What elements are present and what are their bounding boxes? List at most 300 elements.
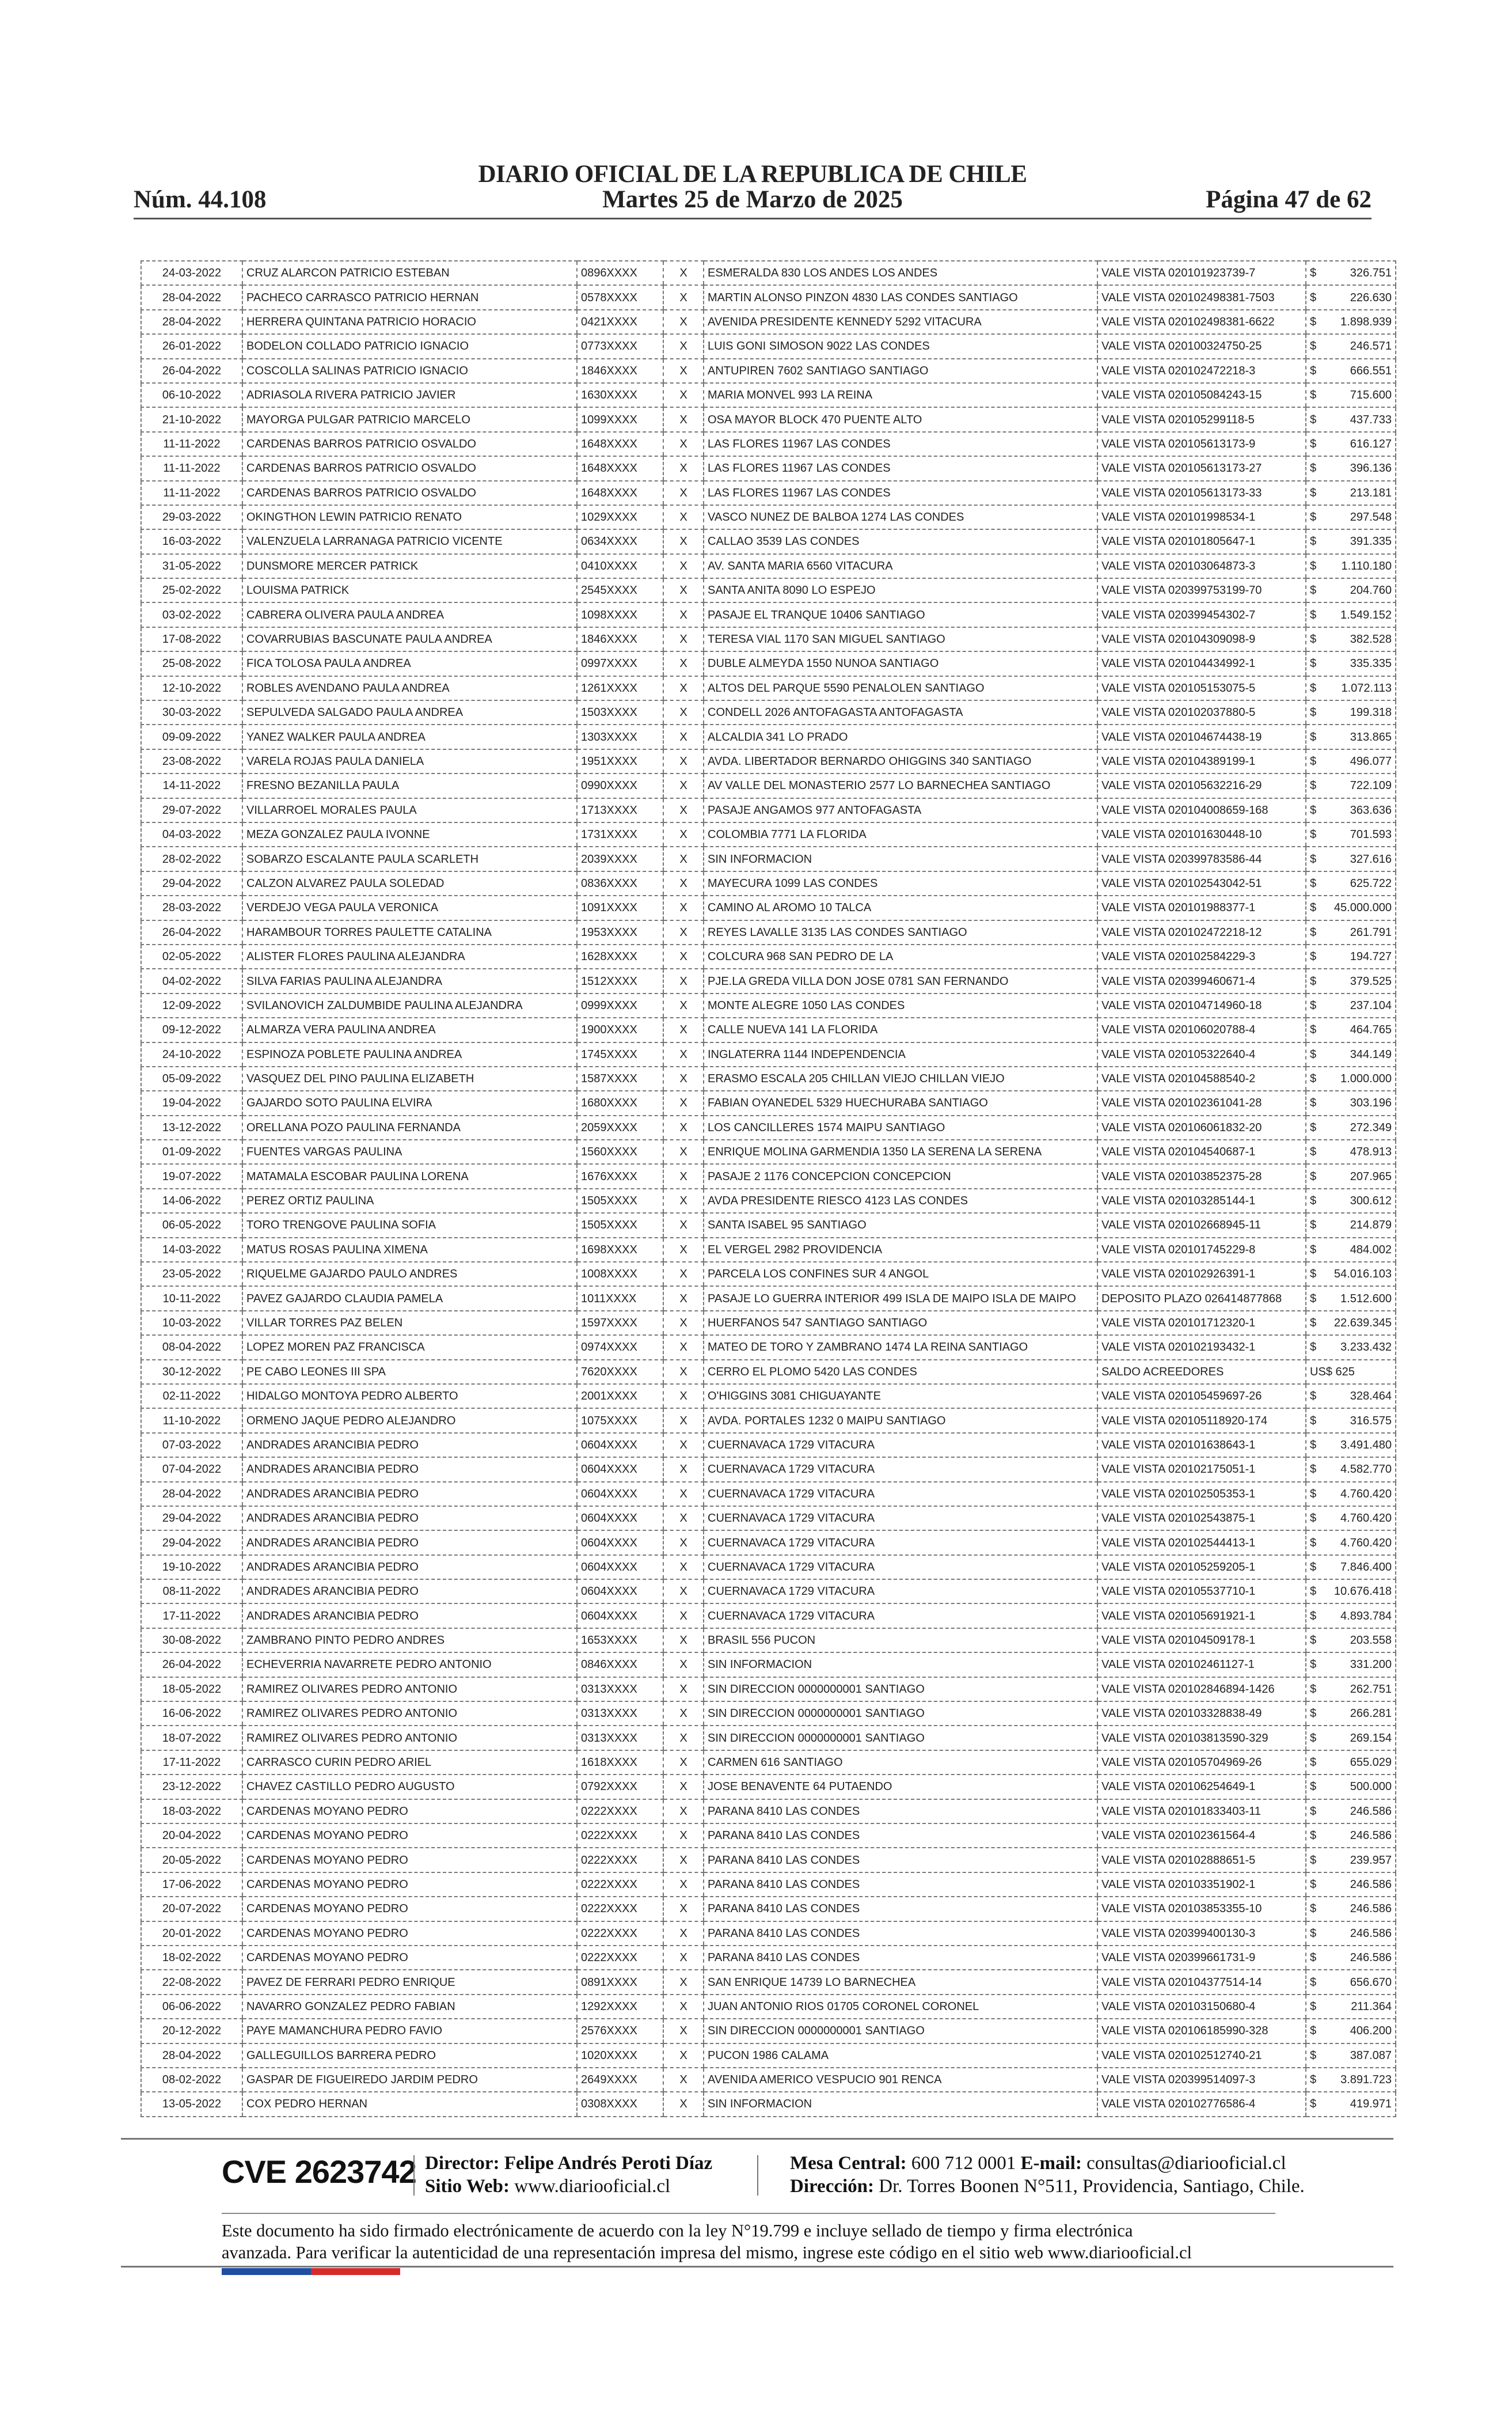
amount-value: 3.891.723 <box>1340 2073 1392 2087</box>
amount-cell <box>1306 1116 1396 1140</box>
address-cell: SIN DIRECCION 0000000001 SANTIAGO <box>704 1701 1097 1726</box>
date-cell: 06-06-2022 <box>141 1995 242 2019</box>
address-cell: CUERNAVACA 1729 VITACURA <box>704 1555 1097 1579</box>
date-cell: 04-02-2022 <box>141 969 242 993</box>
date-cell: 24-10-2022 <box>141 1042 242 1067</box>
amount-value: 316.575 <box>1350 1414 1392 1427</box>
address-cell: CUERNAVACA 1729 VITACURA <box>704 1530 1097 1554</box>
amount-value: 379.525 <box>1350 975 1392 988</box>
amount-value: 406.200 <box>1350 2024 1392 2038</box>
mark-cell: X <box>663 1335 704 1359</box>
rut-cell: 1011XXXX <box>577 1286 663 1310</box>
document-cell: VALE VISTA 020101638643-1 <box>1097 1433 1306 1457</box>
amount-wrapper <box>1310 1488 1392 1500</box>
document-cell: VALE VISTA 020102037880-5 <box>1097 700 1306 725</box>
document-cell: VALE VISTA 020105153075-5 <box>1097 676 1306 700</box>
amount-cell <box>1306 2043 1396 2068</box>
rut-cell: 1648XXXX <box>577 432 663 456</box>
mark-cell: X <box>663 505 704 529</box>
date-cell: 26-01-2022 <box>141 334 242 358</box>
flag-stripe-blue <box>222 2268 311 2275</box>
amount-wrapper <box>1310 1317 1392 1329</box>
document-cell: VALE VISTA 020104509178-1 <box>1097 1628 1306 1652</box>
table-row <box>141 1067 1396 1091</box>
amount-cell <box>1306 359 1396 383</box>
amount-wrapper <box>1310 1244 1392 1256</box>
mark-cell: X <box>663 1018 704 1042</box>
rut-cell: 1292XXXX <box>577 1995 663 2019</box>
date-cell: 22-08-2022 <box>141 1970 242 1994</box>
email-link[interactable]: consultas@diariooficial.cl <box>1086 2153 1286 2174</box>
amount-cell <box>1306 798 1396 822</box>
amount-value: 213.181 <box>1350 486 1392 499</box>
date-cell: 14-03-2022 <box>141 1238 242 1262</box>
rut-cell: 2649XXXX <box>577 2068 663 2092</box>
rut-cell: 1648XXXX <box>577 456 663 480</box>
mark-cell: X <box>663 994 704 1018</box>
rut-cell: 1008XXXX <box>577 1262 663 1286</box>
currency-symbol: $ <box>1310 1195 1317 1208</box>
rut-cell: 1676XXXX <box>577 1164 663 1188</box>
currency-symbol: $ <box>1310 2000 1317 2013</box>
amount-wrapper <box>1310 560 1392 572</box>
name-cell: VALENZUELA LARRANAGA PATRICIO VICENTE <box>242 529 577 553</box>
address-cell: SIN DIRECCION 0000000001 SANTIAGO <box>704 2019 1097 2043</box>
amount-cell <box>1306 1603 1396 1628</box>
date-cell: 04-03-2022 <box>141 822 242 847</box>
amount-cell <box>1306 285 1396 309</box>
currency-symbol: $ <box>1310 681 1317 695</box>
document-cell: VALE VISTA 020102175051-1 <box>1097 1457 1306 1481</box>
amount-value: 625.722 <box>1350 877 1392 890</box>
document-cell: VALE VISTA 020105118920-174 <box>1097 1408 1306 1432</box>
document-cell: VALE VISTA 020102505353-1 <box>1097 1482 1306 1506</box>
table-row <box>141 456 1396 480</box>
mark-cell: X <box>663 1946 704 1970</box>
rut-cell: 1653XXXX <box>577 1628 663 1652</box>
currency-symbol: $ <box>1310 755 1317 768</box>
amount-cell <box>1306 847 1396 871</box>
name-cell: CARDENAS MOYANO PEDRO <box>242 1946 577 1970</box>
mark-cell: X <box>663 1555 704 1579</box>
amount-value: 246.586 <box>1350 1902 1392 1916</box>
amount-cell <box>1306 1921 1396 1946</box>
rut-cell: 0222XXXX <box>577 1921 663 1946</box>
address-cell: CUERNAVACA 1729 VITACURA <box>704 1433 1097 1457</box>
table-row <box>141 1555 1396 1579</box>
amount-cell <box>1306 1506 1396 1530</box>
mark-cell: X <box>663 1701 704 1726</box>
document-cell: VALE VISTA 020101712320-1 <box>1097 1311 1306 1335</box>
name-cell: PACHECO CARRASCO PATRICIO HERNAN <box>242 285 577 309</box>
address-cell: LUIS GONI SIMOSON 9022 LAS CONDES <box>704 334 1097 358</box>
rut-cell: 1713XXXX <box>577 798 663 822</box>
rut-cell: 1597XXXX <box>577 1311 663 1335</box>
currency-symbol: $ <box>1310 2024 1317 2038</box>
currency-symbol: $ <box>1310 1146 1317 1159</box>
amount-wrapper <box>1310 1024 1392 1036</box>
rut-cell: 0313XXXX <box>577 1726 663 1750</box>
mark-cell: X <box>663 1506 704 1530</box>
mark-cell: X <box>663 334 704 358</box>
address-cell: CONDELL 2026 ANTOFAGASTA ANTOFAGASTA <box>704 700 1097 725</box>
mark-cell: X <box>663 798 704 822</box>
amount-value: 4.760.420 <box>1340 1536 1392 1549</box>
mark-cell: X <box>663 651 704 676</box>
address-cell: CERRO EL PLOMO 5420 LAS CONDES <box>704 1360 1097 1384</box>
mark-cell: X <box>663 1213 704 1237</box>
amount-wrapper <box>1310 658 1392 669</box>
amount-cell <box>1306 1677 1396 1701</box>
director-label: Director: <box>425 2153 500 2174</box>
rut-cell: 1560XXXX <box>577 1140 663 1164</box>
mark-cell: X <box>663 871 704 896</box>
name-cell: ECHEVERRIA NAVARRETE PEDRO ANTONIO <box>242 1652 577 1677</box>
rut-cell: 0604XXXX <box>577 1482 663 1506</box>
document-cell: VALE VISTA 020399514097-3 <box>1097 2068 1306 2092</box>
table-row <box>141 1140 1396 1164</box>
table-row <box>141 481 1396 505</box>
table-row <box>141 798 1396 822</box>
page-header <box>134 154 1372 218</box>
table-row <box>141 1652 1396 1677</box>
date-cell: 03-02-2022 <box>141 602 242 627</box>
amount-wrapper <box>1310 536 1392 547</box>
rut-cell: 0421XXXX <box>577 310 663 334</box>
table-row <box>141 774 1396 798</box>
currency-symbol: $ <box>1310 413 1317 426</box>
mark-cell: X <box>663 2043 704 2068</box>
rut-cell: 1953XXXX <box>577 920 663 945</box>
document-cell: VALE VISTA 020104540687-1 <box>1097 1140 1306 1164</box>
currency-symbol: $ <box>1310 706 1317 719</box>
name-cell: COX PEDRO HERNAN <box>242 2092 577 2116</box>
amount-cell <box>1306 1189 1396 1213</box>
document-cell: VALE VISTA 020103351902-1 <box>1097 1872 1306 1897</box>
date-cell: 13-12-2022 <box>141 1116 242 1140</box>
currency-symbol: $ <box>1310 559 1317 572</box>
amount-value: 204.760 <box>1350 584 1392 597</box>
amount-wrapper <box>1310 1537 1392 1549</box>
amount-cell <box>1306 871 1396 896</box>
name-cell: VASQUEZ DEL PINO PAULINA ELIZABETH <box>242 1067 577 1091</box>
name-cell: PEREZ ORTIZ PAULINA <box>242 1189 577 1213</box>
address-cell: TERESA VIAL 1170 SAN MIGUEL SANTIAGO <box>704 627 1097 651</box>
amount-wrapper <box>1310 1439 1392 1451</box>
records-table <box>140 260 1396 2117</box>
document-cell: VALE VISTA 020399661731-9 <box>1097 1946 1306 1970</box>
name-cell: CARDENAS MOYANO PEDRO <box>242 1921 577 1946</box>
amount-cell <box>1306 1238 1396 1262</box>
amount-value: 3.233.432 <box>1340 1341 1392 1354</box>
date-cell: 26-04-2022 <box>141 359 242 383</box>
rut-cell: 1099XXXX <box>577 407 663 431</box>
mark-cell: X <box>663 1872 704 1897</box>
date-cell: 06-10-2022 <box>141 383 242 407</box>
amount-cell <box>1306 1408 1396 1432</box>
name-cell: CALZON ALVAREZ PAULA SOLEDAD <box>242 871 577 896</box>
address-cell: DUBLE ALMEYDA 1550 NUNOA SANTIAGO <box>704 651 1097 676</box>
rut-cell: 1091XXXX <box>577 896 663 920</box>
currency-symbol: $ <box>1310 2073 1317 2087</box>
amount-cell <box>1306 700 1396 725</box>
currency-symbol: $ <box>1310 1658 1317 1671</box>
amount-cell <box>1306 1091 1396 1115</box>
name-cell: BODELON COLLADO PATRICIO IGNACIO <box>242 334 577 358</box>
amount-cell <box>1306 1140 1396 1164</box>
table-row <box>141 1457 1396 1481</box>
table-row <box>141 1213 1396 1237</box>
name-cell: CARDENAS BARROS PATRICIO OSVALDO <box>242 481 577 505</box>
document-cell: VALE VISTA 020104714960-18 <box>1097 994 1306 1018</box>
address-cell: AVDA. LIBERTADOR BERNARDO OHIGGINS 340 SANTIAGO <box>704 749 1097 774</box>
name-cell: VILLARROEL MORALES PAULA <box>242 798 577 822</box>
name-cell: ANDRADES ARANCIBIA PEDRO <box>242 1555 577 1579</box>
mark-cell: X <box>663 554 704 578</box>
amount-value: 203.558 <box>1350 1634 1392 1647</box>
mark-cell: X <box>663 1677 704 1701</box>
amount-cell <box>1306 1946 1396 1970</box>
document-cell: VALE VISTA 020105084243-15 <box>1097 383 1306 407</box>
table-row <box>141 945 1396 969</box>
amount-cell <box>1306 456 1396 480</box>
date-cell: 12-09-2022 <box>141 994 242 1018</box>
rut-cell: 1261XXXX <box>577 676 663 700</box>
footer-contact-block <box>790 2152 1305 2198</box>
document-cell: VALE VISTA 020100324750-25 <box>1097 334 1306 358</box>
amount-value: 199.318 <box>1350 706 1392 719</box>
amount-cell <box>1306 1848 1396 1872</box>
amount-value: 10.676.418 <box>1334 1585 1392 1598</box>
amount-value: 4.760.420 <box>1340 1487 1392 1500</box>
rut-cell: 1505XXXX <box>577 1189 663 1213</box>
rut-cell: 1900XXXX <box>577 1018 663 1042</box>
mark-cell: X <box>663 1726 704 1750</box>
address-cell: AV VALLE DEL MONASTERIO 2577 LO BARNECHEA SANTIAGO <box>704 774 1097 798</box>
amount-wrapper <box>1310 1659 1392 1670</box>
currency-symbol: $ <box>1310 1682 1317 1696</box>
name-cell: CARDENAS MOYANO PEDRO <box>242 1823 577 1848</box>
amount-cell <box>1306 749 1396 774</box>
mark-cell: X <box>663 1286 704 1310</box>
document-cell: VALE VISTA 020102543042-51 <box>1097 871 1306 896</box>
currency-symbol: $ <box>1310 1707 1317 1720</box>
rut-cell: 0604XXXX <box>577 1457 663 1481</box>
document-cell: VALE VISTA 020102668945-11 <box>1097 1213 1306 1237</box>
date-cell: 20-05-2022 <box>141 1848 242 1872</box>
date-cell: 17-11-2022 <box>141 1750 242 1775</box>
amount-wrapper <box>1310 780 1392 791</box>
document-cell: SALDO ACREEDORES <box>1097 1360 1306 1384</box>
document-cell: VALE VISTA 020102512740-21 <box>1097 2043 1306 2068</box>
name-cell: ALMARZA VERA PAULINA ANDREA <box>242 1018 577 1042</box>
address-cell: AVDA PRESIDENTE RIESCO 4123 LAS CONDES <box>704 1189 1097 1213</box>
publication-title: DIARIO OFICIAL DE LA REPUBLICA DE CHILE <box>478 161 1027 188</box>
signature-notice <box>222 2220 1316 2263</box>
currency-symbol: $ <box>1310 1512 1317 1525</box>
table-row <box>141 1799 1396 1823</box>
address-cell: PARANA 8410 LAS CONDES <box>704 1921 1097 1946</box>
currency-symbol: $ <box>1310 1438 1317 1451</box>
date-cell: 02-11-2022 <box>141 1384 242 1408</box>
date-cell: 29-07-2022 <box>141 798 242 822</box>
amount-wrapper <box>1310 1561 1392 1573</box>
address-cell: PASAJE 2 1176 CONCEPCION CONCEPCION <box>704 1164 1097 1188</box>
mark-cell: X <box>663 1799 704 1823</box>
amount-wrapper <box>1310 1268 1392 1280</box>
amount-value: 382.528 <box>1350 633 1392 646</box>
amount-cell <box>1306 529 1396 553</box>
address-cell: ESMERALDA 830 LOS ANDES LOS ANDES <box>704 261 1097 285</box>
document-cell: VALE VISTA 020105613173-33 <box>1097 481 1306 505</box>
amount-value: 326.751 <box>1350 267 1392 280</box>
date-cell: 14-11-2022 <box>141 774 242 798</box>
name-cell: ANDRADES ARANCIBIA PEDRO <box>242 1457 577 1481</box>
rut-cell: 0578XXXX <box>577 285 663 309</box>
amount-value: 391.335 <box>1350 535 1392 548</box>
currency-symbol: $ <box>1310 340 1317 353</box>
table-row <box>141 749 1396 774</box>
flag-stripe-red <box>311 2268 400 2275</box>
name-cell: COSCOLLA SALINAS PATRICIO IGNACIO <box>242 359 577 383</box>
name-cell: VILLAR TORRES PAZ BELEN <box>242 1311 577 1335</box>
date-cell: 26-04-2022 <box>141 1652 242 1677</box>
notice-line: Este documento ha sido firmado electrónicamente de acuerdo con la ley N°19.799 e incluye sellado de tiempo y firma electrónica <box>222 2221 1133 2240</box>
currency-symbol: $ <box>1310 1243 1317 1256</box>
date-cell: 21-10-2022 <box>141 407 242 431</box>
name-cell: FICA TOLOSA PAULA ANDREA <box>242 651 577 676</box>
name-cell: ANDRADES ARANCIBIA PEDRO <box>242 1506 577 1530</box>
address-cell: CUERNAVACA 1729 VITACURA <box>704 1482 1097 1506</box>
rut-cell: 1628XXXX <box>577 945 663 969</box>
mark-cell: X <box>663 1140 704 1164</box>
amount-value: 327.616 <box>1350 852 1392 866</box>
amount-cell <box>1306 432 1396 456</box>
amount-value: 396.136 <box>1350 462 1392 475</box>
name-cell: PAVEZ GAJARDO CLAUDIA PAMELA <box>242 1286 577 1310</box>
rut-cell: 0604XXXX <box>577 1555 663 1579</box>
document-cell: VALE VISTA 020104008659-168 <box>1097 798 1306 822</box>
name-cell: ORMENO JAQUE PEDRO ALEJANDRO <box>242 1408 577 1432</box>
website-link[interactable]: www.diariooficial.cl <box>514 2176 671 2197</box>
document-cell: VALE VISTA 020101833403-11 <box>1097 1799 1306 1823</box>
currency-symbol: $ <box>1310 462 1317 475</box>
currency-symbol: $ <box>1310 730 1317 744</box>
rut-cell: 0313XXXX <box>577 1701 663 1726</box>
date-cell: 25-08-2022 <box>141 651 242 676</box>
mark-cell: X <box>663 602 704 627</box>
amount-wrapper <box>1310 2050 1392 2061</box>
date-cell: 08-02-2022 <box>141 2068 242 2092</box>
issue-date: Martes 25 de Marzo de 2025 <box>602 186 903 213</box>
document-cell: VALE VISTA 020102498381-6622 <box>1097 310 1306 334</box>
mark-cell: X <box>663 383 704 407</box>
address-cell: SAN ENRIQUE 14739 LO BARNECHEA <box>704 1970 1097 1994</box>
date-cell: 25-02-2022 <box>141 578 242 602</box>
amount-value: 266.281 <box>1350 1707 1392 1720</box>
document-cell: VALE VISTA 020102193432-1 <box>1097 1335 1306 1359</box>
address-cell: SANTA ISABEL 95 SANTIAGO <box>704 1213 1097 1237</box>
name-cell: PE CABO LEONES III SPA <box>242 1360 577 1384</box>
amount-value: 272.349 <box>1350 1121 1392 1134</box>
document-cell: VALE VISTA 020104309098-9 <box>1097 627 1306 651</box>
date-cell: 14-06-2022 <box>141 1189 242 1213</box>
date-cell: 06-05-2022 <box>141 1213 242 1237</box>
document-cell: VALE VISTA 020105691921-1 <box>1097 1603 1306 1628</box>
address-cell: SIN INFORMACION <box>704 1652 1097 1677</box>
address-cell: PASAJE EL TRANQUE 10406 SANTIAGO <box>704 602 1097 627</box>
currency-symbol: $ <box>1310 2049 1317 2062</box>
table-row <box>141 676 1396 700</box>
amount-wrapper <box>1310 1610 1392 1622</box>
mark-cell: X <box>663 627 704 651</box>
issue-number: Núm. 44.108 <box>134 186 267 213</box>
name-cell: SEPULVEDA SALGADO PAULA ANDREA <box>242 700 577 725</box>
mark-cell: X <box>663 1042 704 1067</box>
address-cell: PASAJE ANGAMOS 977 ANTOFAGASTA <box>704 798 1097 822</box>
mark-cell: X <box>663 1116 704 1140</box>
amount-wrapper <box>1310 1732 1392 1744</box>
amount-value: 226.630 <box>1350 291 1392 304</box>
table-row <box>141 1482 1396 1506</box>
rut-cell: 2059XXXX <box>577 1116 663 1140</box>
amount-value: 335.335 <box>1350 657 1392 670</box>
mark-cell: X <box>663 1189 704 1213</box>
rut-cell: 0222XXXX <box>577 1799 663 1823</box>
amount-value: 246.586 <box>1350 1951 1392 1965</box>
mark-cell: X <box>663 1921 704 1946</box>
rut-cell: 0999XXXX <box>577 994 663 1018</box>
table-row <box>141 1921 1396 1946</box>
currency-symbol: $ <box>1310 1634 1317 1647</box>
table-row <box>141 1311 1396 1335</box>
amount-wrapper <box>1310 1219 1392 1231</box>
amount-wrapper <box>1310 1757 1392 1768</box>
amount-wrapper <box>1310 854 1392 865</box>
mark-cell: X <box>663 774 704 798</box>
document-cell: VALE VISTA 020103328838-49 <box>1097 1701 1306 1726</box>
date-cell: 18-07-2022 <box>141 1726 242 1750</box>
address-cell: PARANA 8410 LAS CONDES <box>704 1799 1097 1823</box>
amount-value: 246.586 <box>1350 1927 1392 1940</box>
name-cell: RAMIREZ OLIVARES PEDRO ANTONIO <box>242 1677 577 1701</box>
amount-wrapper <box>1310 292 1392 304</box>
amount-value: 656.670 <box>1350 1976 1392 1989</box>
rut-cell: 1503XXXX <box>577 700 663 725</box>
table-row <box>141 334 1396 358</box>
amount-value: 328.464 <box>1350 1390 1392 1403</box>
table-row <box>141 1335 1396 1359</box>
date-cell: 18-05-2022 <box>141 1677 242 1701</box>
rut-cell: 1020XXXX <box>577 2043 663 2068</box>
amount-value: 701.593 <box>1350 828 1392 841</box>
amount-wrapper <box>1310 2025 1392 2037</box>
table-row <box>141 1433 1396 1457</box>
mark-cell: X <box>663 578 704 602</box>
rut-cell: 0997XXXX <box>577 651 663 676</box>
address-cell: AVENIDA AMERICO VESPUCIO 901 RENCA <box>704 2068 1097 2092</box>
currency-symbol: $ <box>1310 1463 1317 1476</box>
mark-cell: X <box>663 1897 704 1921</box>
currency-symbol: $ <box>1310 926 1317 939</box>
amount-cell <box>1306 554 1396 578</box>
address-cell: CUERNAVACA 1729 VITACURA <box>704 1457 1097 1481</box>
currency-symbol: $ <box>1310 803 1317 817</box>
address-cell: COLOMBIA 7771 LA FLORIDA <box>704 822 1097 847</box>
address-cell: REYES LAVALLE 3135 LAS CONDES SANTIAGO <box>704 920 1097 945</box>
name-cell: MATUS ROSAS PAULINA XIMENA <box>242 1238 577 1262</box>
date-cell: 28-04-2022 <box>141 310 242 334</box>
